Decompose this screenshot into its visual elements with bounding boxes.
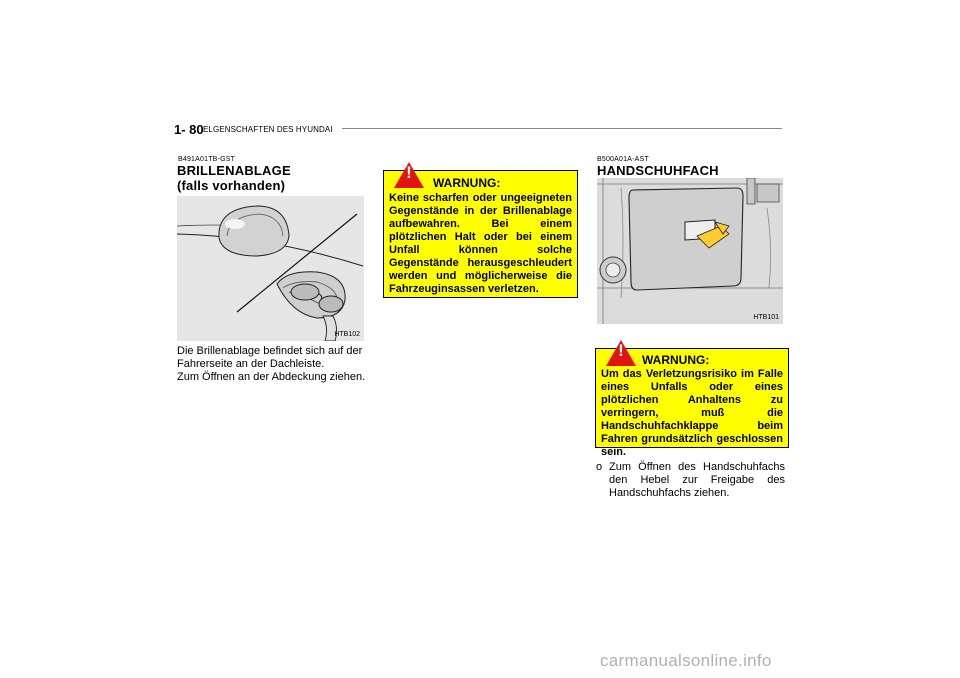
left-heading-line1: BRILLENABLAGE xyxy=(177,163,291,178)
glove-box-figure xyxy=(597,178,783,324)
warning-text: Keine scharfen oder ungeeigneten Gegenstände in der Brillenablage aufbewahren. Bei einem plötzlichen Halt oder bei einem Unfall können solche Gegenstände herausgeschleudert werden und möglicherweise die Fahrzeuginsassen verletzen. xyxy=(389,192,572,295)
left-paragraph-line1: Die Brillenablage befindet sich auf der xyxy=(177,345,363,357)
left-paragraph-line2: Fahrerseite an der Dachleiste. xyxy=(177,358,325,370)
glovebox-warning-box xyxy=(595,341,789,458)
warning-triangle-icon: ! xyxy=(394,162,424,188)
watermark: carmanualsonline.info xyxy=(600,651,772,670)
sunglass-warning-box xyxy=(383,163,578,298)
left-figure-code: HTB102 xyxy=(334,331,360,338)
right-heading: HANDSCHUHFACH xyxy=(597,163,719,178)
left-heading-line2: (falls vorhanden) xyxy=(177,178,286,193)
sunglass-holder-illustration xyxy=(177,196,364,341)
warning-title: WARNUNG: xyxy=(642,353,710,367)
warning-title: WARNUNG: xyxy=(433,176,501,190)
left-paragraph-line3: Zum Öffnen an der Abdeckung ziehen. xyxy=(177,371,366,383)
left-section-code: B491A01TB-GST xyxy=(178,156,236,163)
warning-triangle-icon: ! xyxy=(606,340,636,366)
right-section-code: B500A01A-AST xyxy=(597,156,649,163)
header-divider xyxy=(342,128,782,129)
sunglass-holder-figure xyxy=(177,196,364,341)
glove-box-illustration xyxy=(597,178,783,324)
section-title: ELGENSCHAFTEN DES HYUNDAI xyxy=(203,125,333,134)
bullet-marker: o xyxy=(596,461,603,473)
warning-text: Um das Verletzungsrisiko im Falle eines Unfalls oder eines plötzlichen Anhaltens zu verringern, muß die Handschuhfachklappe beim Fahren grundsätzlich geschlossen sein. xyxy=(601,368,783,458)
bullet-text: Zum Öffnen des Handschuhfachs den Hebel zur Freigabe des Handschuhfachs ziehen. xyxy=(609,461,785,499)
page-number: 1- 80 xyxy=(174,122,204,137)
right-figure-code: HTB101 xyxy=(753,314,779,321)
